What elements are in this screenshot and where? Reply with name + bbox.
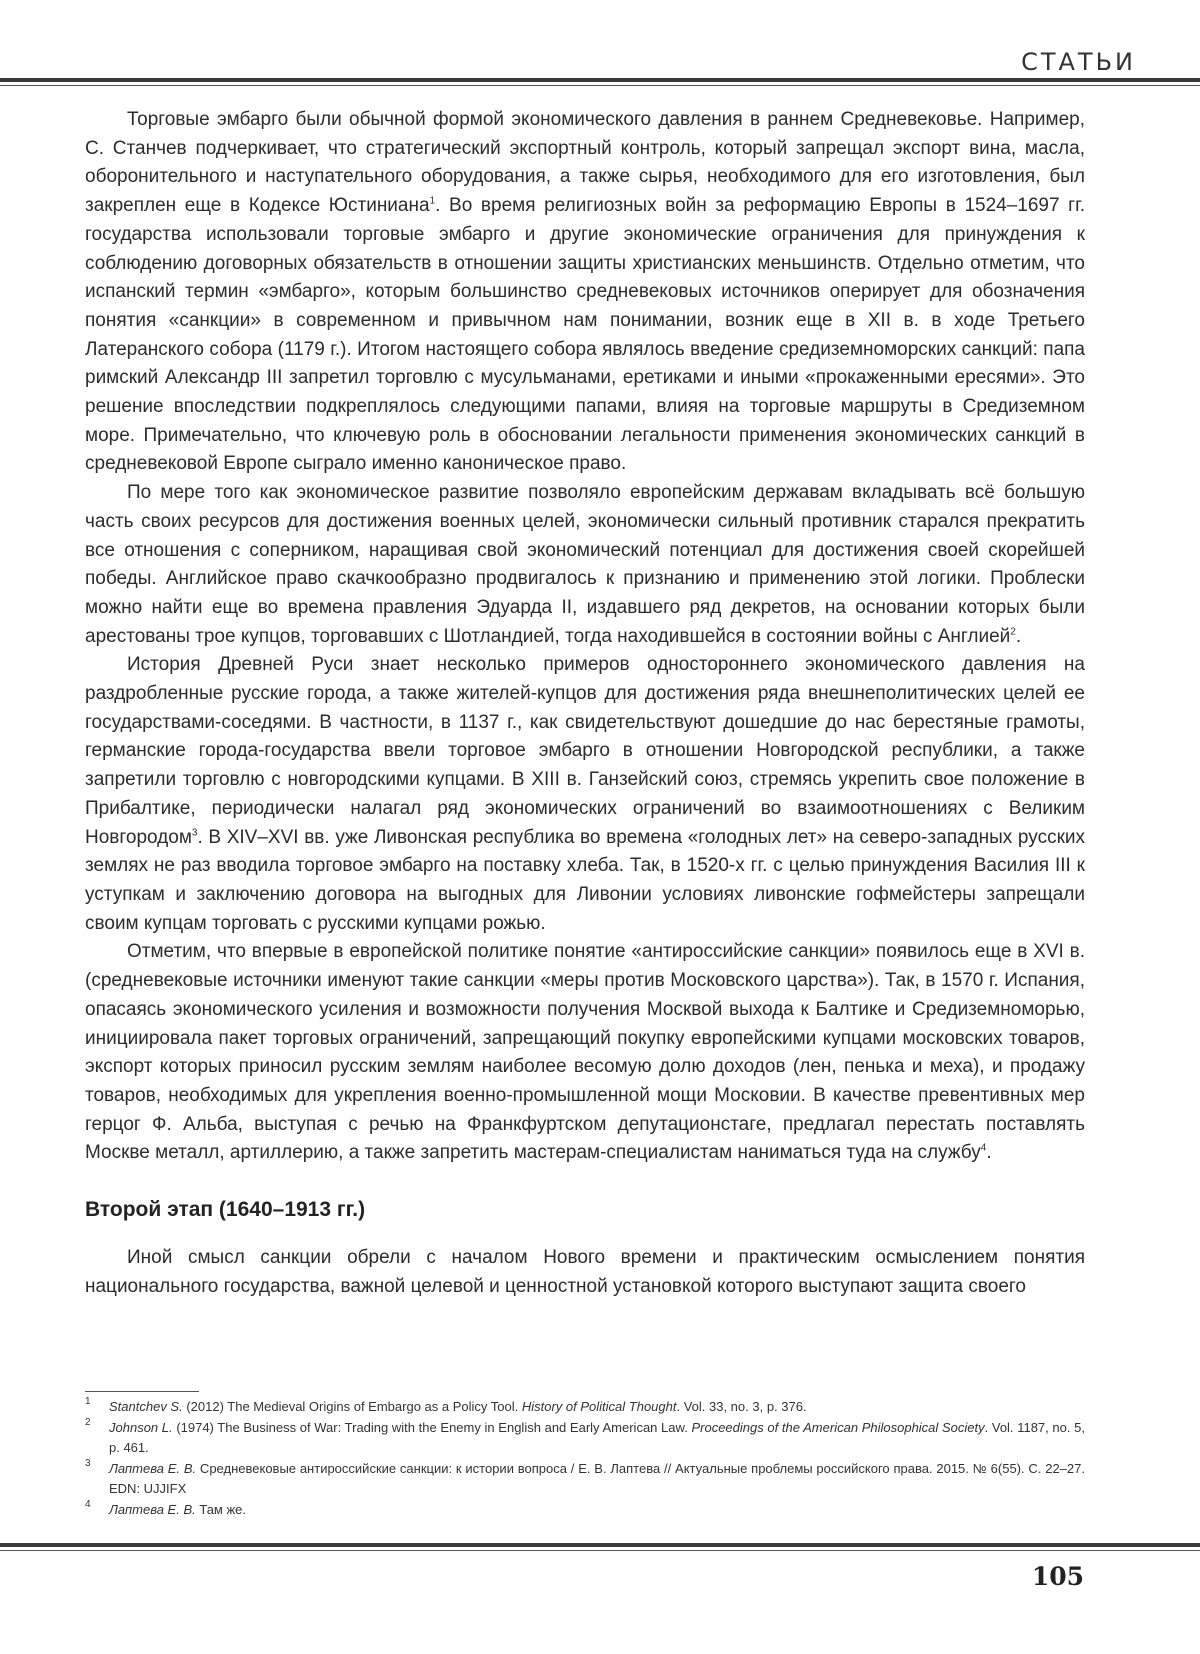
header-rule xyxy=(0,78,1200,82)
footnote-2: 2 Johnson L. (1974) The Business of War: Trading with the Enemy in English and Early American Law. Proceedings of the American Philosophical Society. Vol. 1187, no. 5, p. 461. xyxy=(85,1416,1085,1455)
footnotes xyxy=(85,1397,1085,1520)
footnote-4: 4 Лаптева Е. В. Там же. xyxy=(85,1498,247,1517)
paragraph-3: История Древней Руси знает несколько примеров одностороннего экономического давления на раздробленные русские города, а также жителей-купцов для достижения ряда внешнеполитических целей ее государствами-соседями. В частности, в 1137 г., как свидетельствуют дошедшие до нас берестяные грамоты, германские города-государства ввели торговое эмбарго в отношении Новгородской республики, а также запретили торговлю с новгородскими купцами. В XIII в. Ганзейский союз, стремясь укрепить свое положение в Прибалтике, периодически налагал ряд экономических ограничений во взаимоотношениях с Великим Новгородом$^3$. В XIV–XVI вв. уже Ливонская республика во времена «голодных лет» на северо-западных русских землях не раз вводила торговое эмбарго на поставку хлеба. Так, в 1520-х гг. с целью принуждения Василия III к уступкам и заключению договора на выгодных для Ливонии условиях ливонские гофмейстеры запрещали своим купцам торговать с русскими купцами рожью. xyxy=(85,654,1085,934)
footnote-divider xyxy=(85,1391,199,1392)
footnote-3: 3 Лаптева Е. В. Средневековые антироссийские санкции: к истории вопроса / Е. В. Лаптева // Актуальные проблемы российского права. 2015. № 6(55). С. 22–27. EDN: UJJIFX xyxy=(85,1457,1085,1496)
footnote-ref-1[interactable]: 1 xyxy=(429,195,436,207)
paragraph-4: Отметим, что впервые в европейской политике понятие «антироссийские санкции» появилось еще в XVI в. (средневековые источники именуют такие санкции «меры против Московского царства»). Так, в 1570 г. Испания, опасаясь экономического усиления и возможности получения Москвой выхода к Балтике и Средиземноморью, инициировала пакет торговых ограничений, запрещающий покупку европейскими купцами московских товаров, экспорт которых приносил русским землям наиболее весомую долю доходов (лен, пенька и меха), и продажу товаров, необходимых для укрепления военно-промышленной мощи Московии. В качестве превентивных мер герцог Ф. Альба, выступая с речью на Франкфуртском депутационстаге, предлагал перестать поставлять Москве металл, артиллерию, а также запретить мастерам-специалистам наниматься туда на службу$^4$. xyxy=(85,941,1085,1164)
paragraph-2: По мере того как экономическое развитие позволяло европейским державам вкладывать всё большую часть своих ресурсов для достижения военных целей, экономически сильный противник старался прекратить все отношения с соперником, наращивая свой экономический потенциал для достижения своей скорейшей победы. Английское право скачкообразно продвигалось к признанию и применению этой логики. Проблески можно найти еще во времена правления Эдуарда II, издавшего ряд декретов, на основании которых были арестованы трое купцов, торговавших с Шотландией, тогда находившейся в состоянии войны с Англией$^2$. xyxy=(85,482,1085,647)
footnote-ref-3[interactable]: 3 xyxy=(191,827,198,839)
footnote-1: 1 Stantchev S. (2012) The Medieval Origins of Embargo as a Policy Tool. History of Political Thought. Vol. 33, no. 3, p. 376. xyxy=(85,1396,807,1414)
article-body xyxy=(85,106,1085,1301)
footer-rule xyxy=(0,1543,1200,1547)
page-number: 105 xyxy=(1031,1562,1084,1591)
section-heading: Второй этап (1640–1913 гг.) xyxy=(85,1198,366,1222)
running-head-section: СТАТЬИ xyxy=(1021,48,1136,76)
paragraph-1: Торговые эмбарго были обычной формой экономического давления в раннем Средневековье. Например, С. Станчев подчеркивает, что стратегический экспортный контроль, который запрещал экспорт вина, масла, оборонительного и наступательного оборудования, а также сырья, необходимого для его изготовления, был закреплен еще в Кодексе Юстиниана$^1$. Во время религиозных войн за реформацию Европы в 1524–1697 гг. государства использовали торговые эмбарго и другие экономические ограничения для принуждения к соблюдению договорных обязательств в отношении защиты христианских меньшинств. Отдельно отметим, что испанский термин «эмбарго», которым большинство средневековых источников оперирует для обозначения понятия «санкции» в современном и привычном нам понимании, возник еще в XII в. в ходе Третьего Латеранского собора (1179 г.). Итогом настоящего собора являлось введение средиземноморских санкций: папа римский Александр III запретил торговлю с мусульманами, еретиками и иными «прокаженными ересями». Это решение впоследствии подкреплялось следующими папами, влияя на торговые маршруты в Средиземном море. Примечательно, что ключевую роль в обосновании легальности применения экономических санкций в средневековой Европе сыграло именно каноническое право. xyxy=(85,109,1085,475)
footnote-ref-4[interactable]: 4 xyxy=(980,1142,987,1154)
footnote-ref-2[interactable]: 2 xyxy=(1010,626,1016,638)
paragraph-5: Иной смысл санкции обрели с началом Нового времени и практическим осмыслением понятия национального государства, важной целевой и ценностной установкой которого выступают защита своего xyxy=(85,1247,1085,1297)
